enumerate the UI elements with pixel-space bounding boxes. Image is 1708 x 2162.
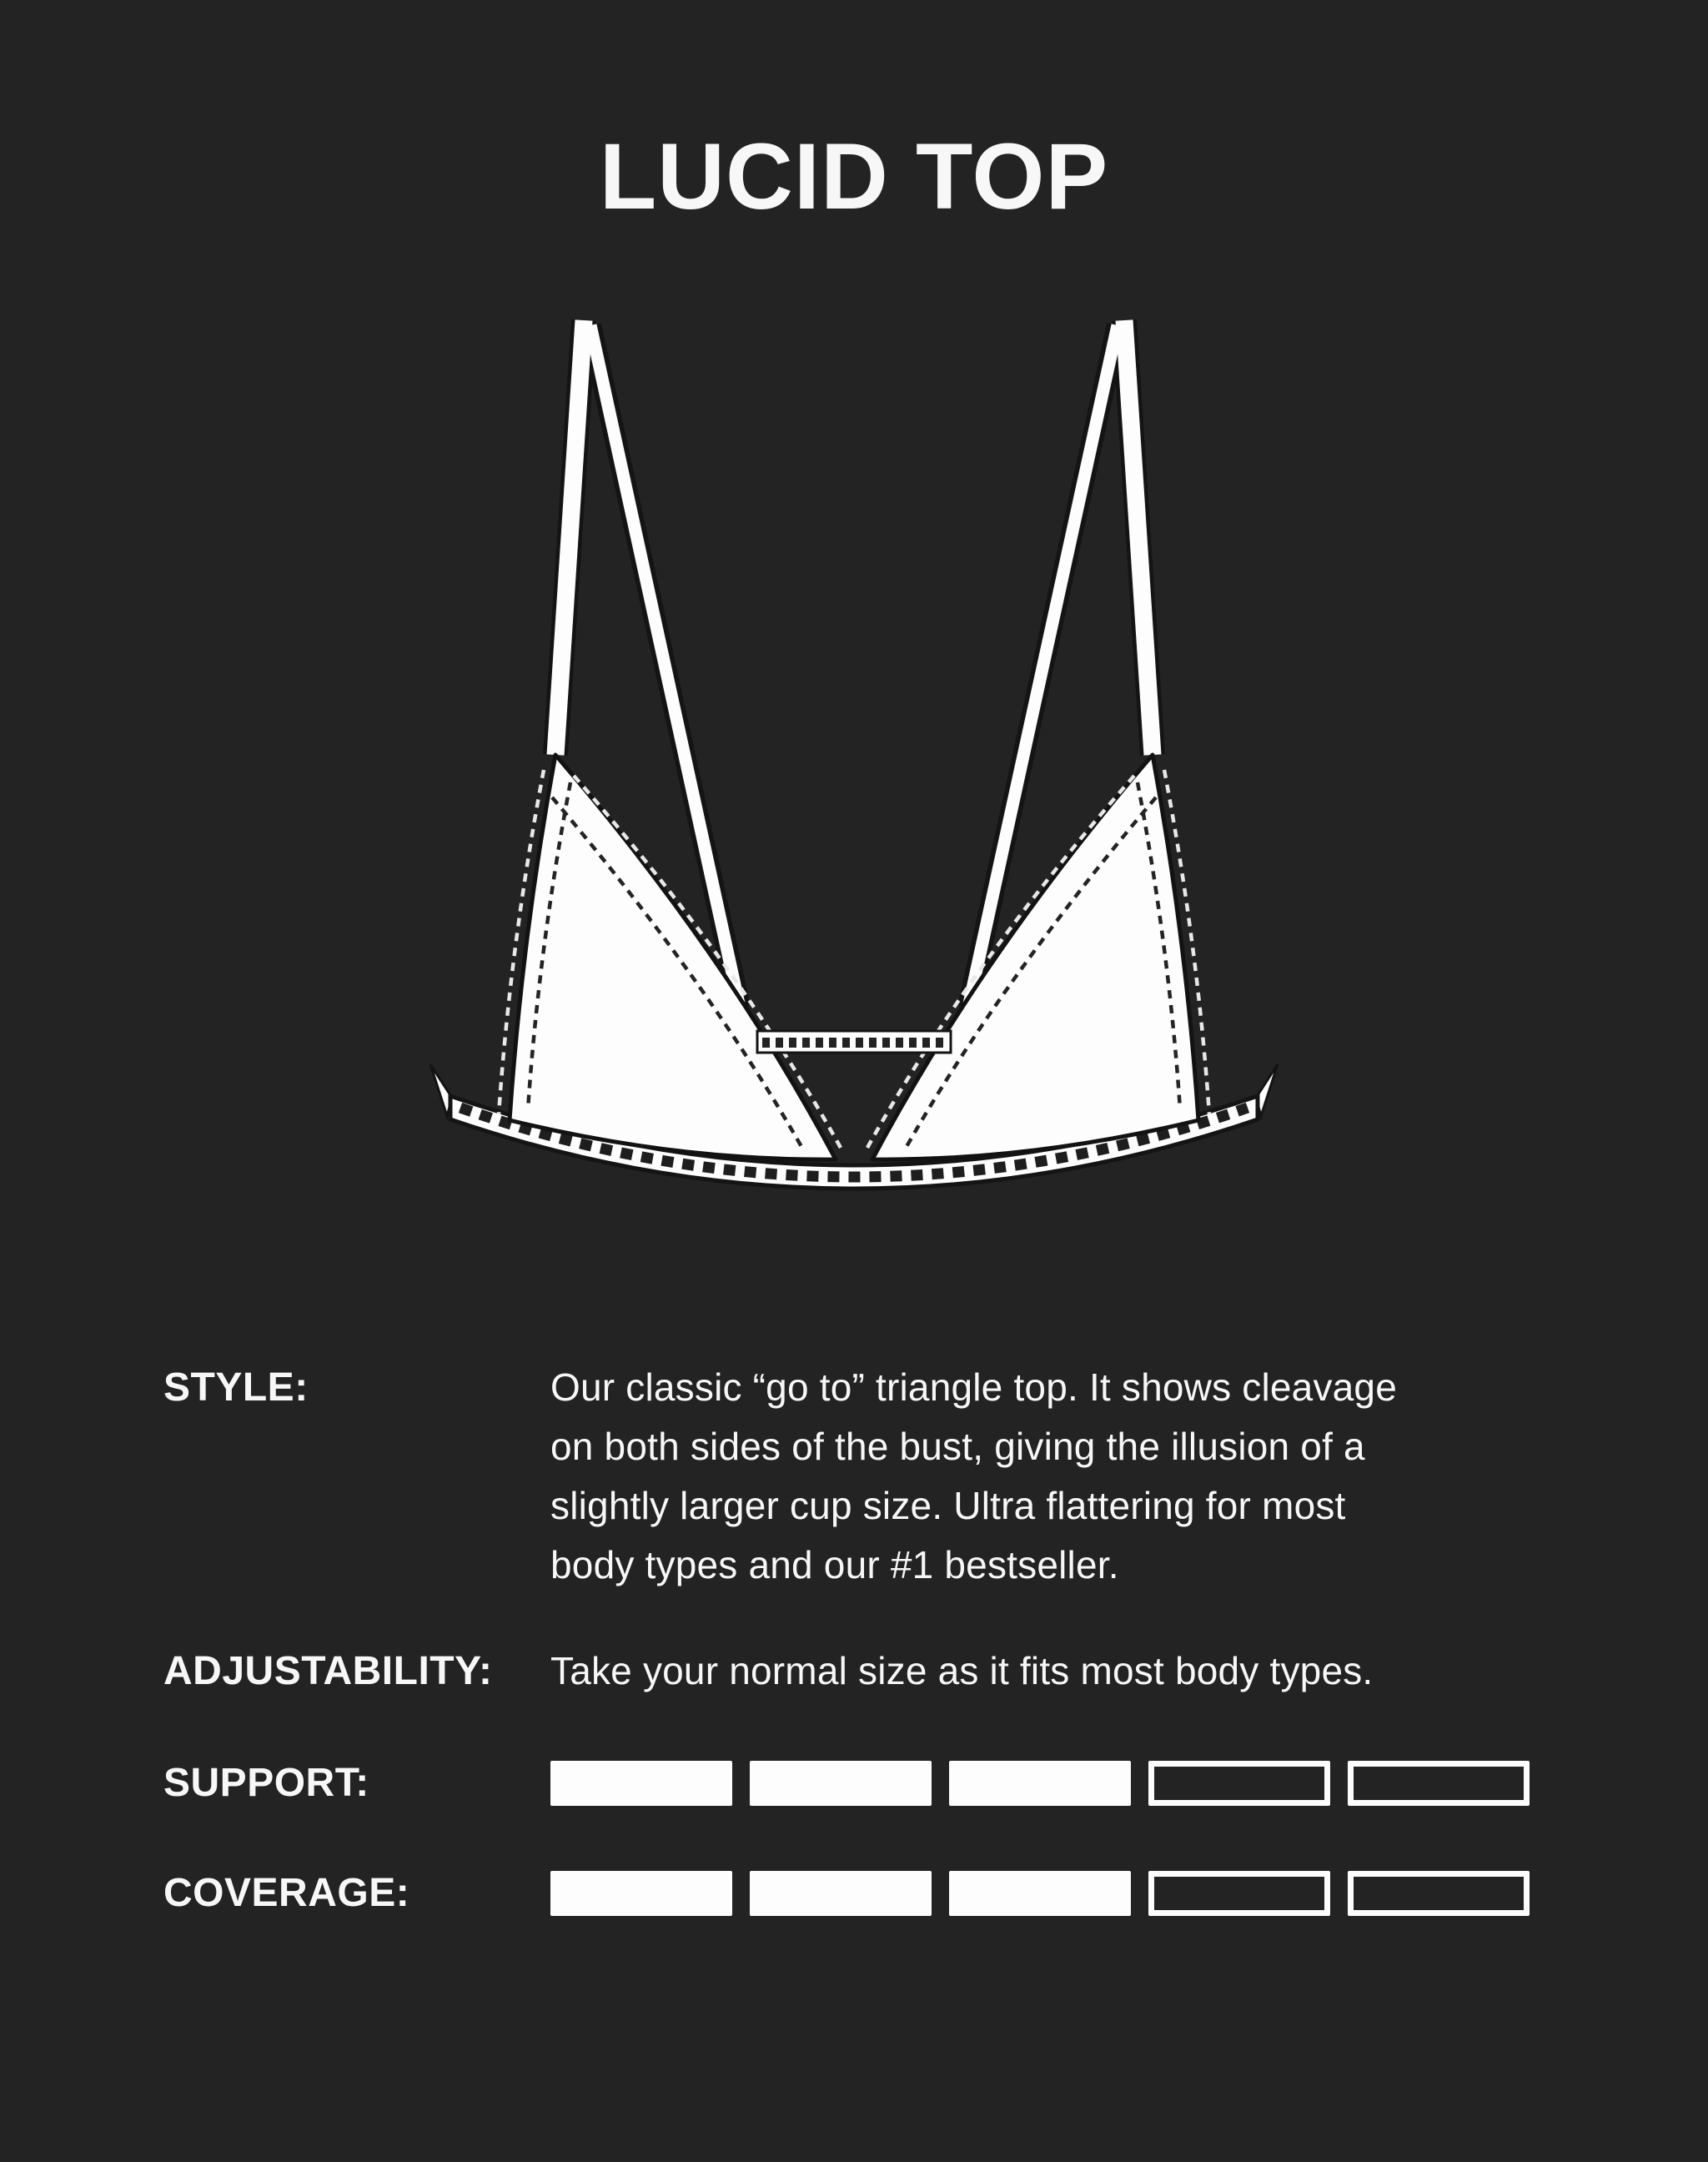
rating-block-empty: [1348, 1871, 1530, 1916]
style-line: body types and our #1 bestseller.: [550, 1543, 1119, 1586]
page-title: LUCID TOP: [599, 124, 1109, 229]
center-band: [757, 1031, 951, 1053]
coverage-label: COVERAGE:: [163, 1871, 410, 1915]
bikini-top-illustration: [427, 315, 1281, 1212]
spec-row-style: [163, 1358, 1545, 1595]
adjustability-label: ADJUSTABILITY:: [163, 1649, 493, 1693]
rating-block-empty: [1148, 1761, 1330, 1806]
rating-block-empty: [1148, 1871, 1330, 1916]
rating-block-filled: [750, 1761, 932, 1806]
style-line: on both sides of the bust, giving the illusion of a: [550, 1425, 1365, 1468]
support-rating-bar: [550, 1761, 1530, 1806]
rating-block-filled: [750, 1871, 932, 1916]
spec-row-support: [163, 1761, 1545, 1806]
rating-block-filled: [550, 1761, 732, 1806]
spec-row-coverage: [163, 1871, 1545, 1916]
rating-block-filled: [550, 1871, 732, 1916]
support-label: SUPPORT:: [163, 1761, 369, 1805]
style-line: slightly larger cup size. Ultra flattering for most: [550, 1484, 1346, 1527]
style-label: STYLE:: [163, 1365, 309, 1410]
rating-block-filled: [949, 1871, 1131, 1916]
spec-row-adjustability: [163, 1642, 1545, 1701]
rating-block-empty: [1348, 1761, 1530, 1806]
adjustability-value: Take your normal size as it fits most body types.: [550, 1649, 1374, 1692]
rating-block-filled: [949, 1761, 1131, 1806]
style-description: [550, 1358, 1397, 1595]
spec-list: [163, 1358, 1545, 1916]
triangle-cups: [510, 755, 1198, 1159]
coverage-rating-bar: [550, 1871, 1530, 1916]
style-line: Our classic “go to” triangle top. It shows cleavage: [550, 1365, 1397, 1409]
